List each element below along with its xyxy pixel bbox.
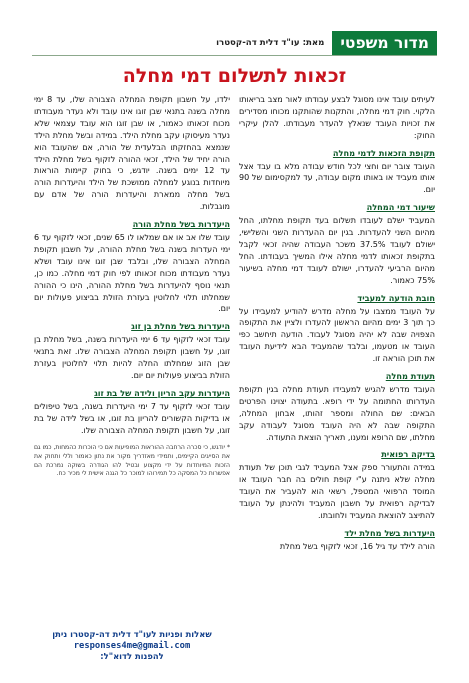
section-text: העובד מדרש להגיש למעבידו תעודת מחלה בגין תקופת העדרותו החתומה על ידי רופא. בתעודה יצוינו הפרטים הבאים: שם החולה ומספר זהותו, אבחון המחלה, התקופה שבה לא היה העובד מסוגל לעבודה עקב מחלתו, שם הרופא ומענו, תאריך הוצאת התעודה. bbox=[239, 384, 435, 442]
section-badge: מדור משפטי bbox=[332, 31, 437, 55]
section-heading: היעדרות בשל מחלת הורה bbox=[132, 219, 230, 230]
intro-paragraph: לעיתים עובד אינו מסוגל לבצע עבודתו לאור מצב בריאותו הלקוי. חוק דמי מחלה, והתקנות שהותקנו מכוחו מסדירים את זכויות העובד שנאלץ להעדר מעבודתו. להלן עיקרי החוק: bbox=[239, 95, 435, 140]
section-heading: תעודת מחלה bbox=[385, 371, 435, 382]
section-heading: שיעור דמי המחלה bbox=[366, 202, 435, 213]
contact-email-line bbox=[34, 641, 230, 651]
section-text: המעביד ישלם לעובדו תשלום בעד תקופת מחלתו, החל מהיום השני להעדרות. בגין יום ההעדרות השני והשלישי, ישולם לעובד 37.5% משכר העבודה שהיה זכאי לקבל בתקופת זכאותו לדמי מחלה אילו המשיך בעבודתו. החל מהיום הרביעי להעדרו, ישולם לעובד דמי מחלה בשיעור 75% כאמור. bbox=[239, 216, 435, 285]
section-heading: היעדרות בשל מחלת בן זוג bbox=[131, 321, 230, 332]
section-heading: בדיקה רפואית bbox=[381, 449, 435, 460]
section-heading: היעדרות עקב הריון ולידה של בת זוג bbox=[94, 387, 230, 398]
continuation-paragraph: ילדו, על חשבון תקופת המחלה הצבורה שלו, עד 8 ימי מחלה בשנה בתנאי שבן זוגו אינו עובד ולא נעדר מעבודתו מכוח זכאותו כאמור, או שבן זוגו הוא עובד עצמאי שלא נעדר מעיסוקו עקב מחלת הילד. במידה ובשל מחלת הילד שנמצא בהחזקתו הבלעדית של הורה, אם שהעובד הוא הורה יחיד של הילד, זכאי ההורה לזקוף בשל מחלת הילד עד 12 ימים בשנה. יודגש, כי בחוק קיימות הוראות מיוחדות בנוגע למחלה ממושכת של הילד והיעדרות הורה בשל מחלה ממארת והיעדרות הורה של אדם עם מוגבלות. bbox=[34, 95, 230, 212]
section-heading: חובת הודעה למעביד bbox=[357, 292, 435, 303]
contact-line-prefix: להפנות לדוא"ל: bbox=[100, 651, 164, 661]
section-text: במידה והתעורר ספק אצל המעביד לגבי תוכן של תעודת מחלה שלא ניתנה ע"י קופת חולים בה חבר העובד או המוסד הרפואי המטפל, רשאי הוא להעביר את העובד לבדיקה רפואית על חשבון המעביד ולהינתן על העובד להתיצב להוצאת המעביד ולחובתו. bbox=[239, 463, 435, 520]
section-text: עובד זכאי לזקוף עד 6 ימי היעדרות בשנה, בשל מחלת בן זוגו, על חשבון תקופת המחלה הצבורה שלו. זאת בתנאי שבן הזוג שמחלתו החלה להיות תלוי לחלוטין בעזרת הזולת בביצוע פעולות יום יום. bbox=[34, 335, 230, 380]
contact-box bbox=[34, 629, 230, 661]
right-column bbox=[239, 94, 435, 557]
page-header bbox=[32, 30, 437, 56]
left-column bbox=[34, 94, 230, 557]
section-text: על העובד ממצבו על מחלה מדרש להודיע למעבידו על כך תוך 3 ימים מהיום הראשון להעדרו ולציין את התקופה הצפויה שבה לא יהיה מסוגל לעבוד. הודעה תיחשב כפי העובד או מטעמו, ובלבד שהמעביד הבא לידיעת העובד את תוכן הוראה זו. bbox=[239, 306, 436, 364]
article-title: זכאות לתשלום דמי מחלה bbox=[122, 65, 347, 87]
section-text: הורה לילד עד גיל 16, זכאי לזקוף בשל מחלת bbox=[279, 541, 435, 551]
section-heading: תקופת הזכאות לדמי מחלה bbox=[332, 147, 435, 158]
contact-line: שאלות ופניות לעו"ד דלית דה-קסטרו ניתן bbox=[52, 629, 212, 639]
section-heading: היעדרות בשל מחלת ילד bbox=[344, 527, 435, 538]
section-text: עובד שלו אב או אם שמלאו לו 65 שנים, זכאי לזקוף עד 6 ימי העדרות בשנה בשל מחלת ההורה, על חשבון תקופת המחלה הצבורה שלו, ובלבד שבן זוגו אינו עובד ושלא נעדר מעבודתו מכוח זכאותו לפי חוק דמי מחלה. כמו כן, תנאי נוסף להיעדרות בשל מחלת ההורה, הינו כי ההורה שמחלתו תלוי לחלוטין בעזרת הזולת בביצוע פעולות יום יום. bbox=[34, 232, 231, 314]
section-text: העובד צובר יום וחצי לכל חודש עבודה מלא בו עבד אצל אותו מעביד או באותו מקום עבודה, עד למקסימום של 90 יום. bbox=[239, 161, 435, 195]
contact-email-link[interactable]: responses4me@gmail.com bbox=[73, 641, 191, 651]
section-text: עובד זכאי לזקוף עד 7 ימי היעדרות בשנה, בשל טיפולים או בדיקות הקשורים להריון בת זוגו, או בשל לידה של בת זוגו, על חשבון תקופת המחלה הצבורה שלו. bbox=[34, 401, 230, 435]
footnote: * יודגש, כי סכרה הרחבה ההוראות המופיעות אם כי הוכרות כהמחות, כמו גם את הסייגים הקיימים, ותמידי מאזדריך מקור את נתון כאמור וללי ותחוק את הזכות המיוחדות על ידי מקצוע ובטיל להו הגודרה בשוקה נמרכת הם אפשרות כל המסקה כל תמירוהו למוכר כל הגנה אישית לי מכיר כח. bbox=[34, 444, 230, 478]
author-byline: מאת: עו"ד דלית דה-קסטרו bbox=[216, 37, 325, 48]
article-body bbox=[34, 94, 435, 557]
